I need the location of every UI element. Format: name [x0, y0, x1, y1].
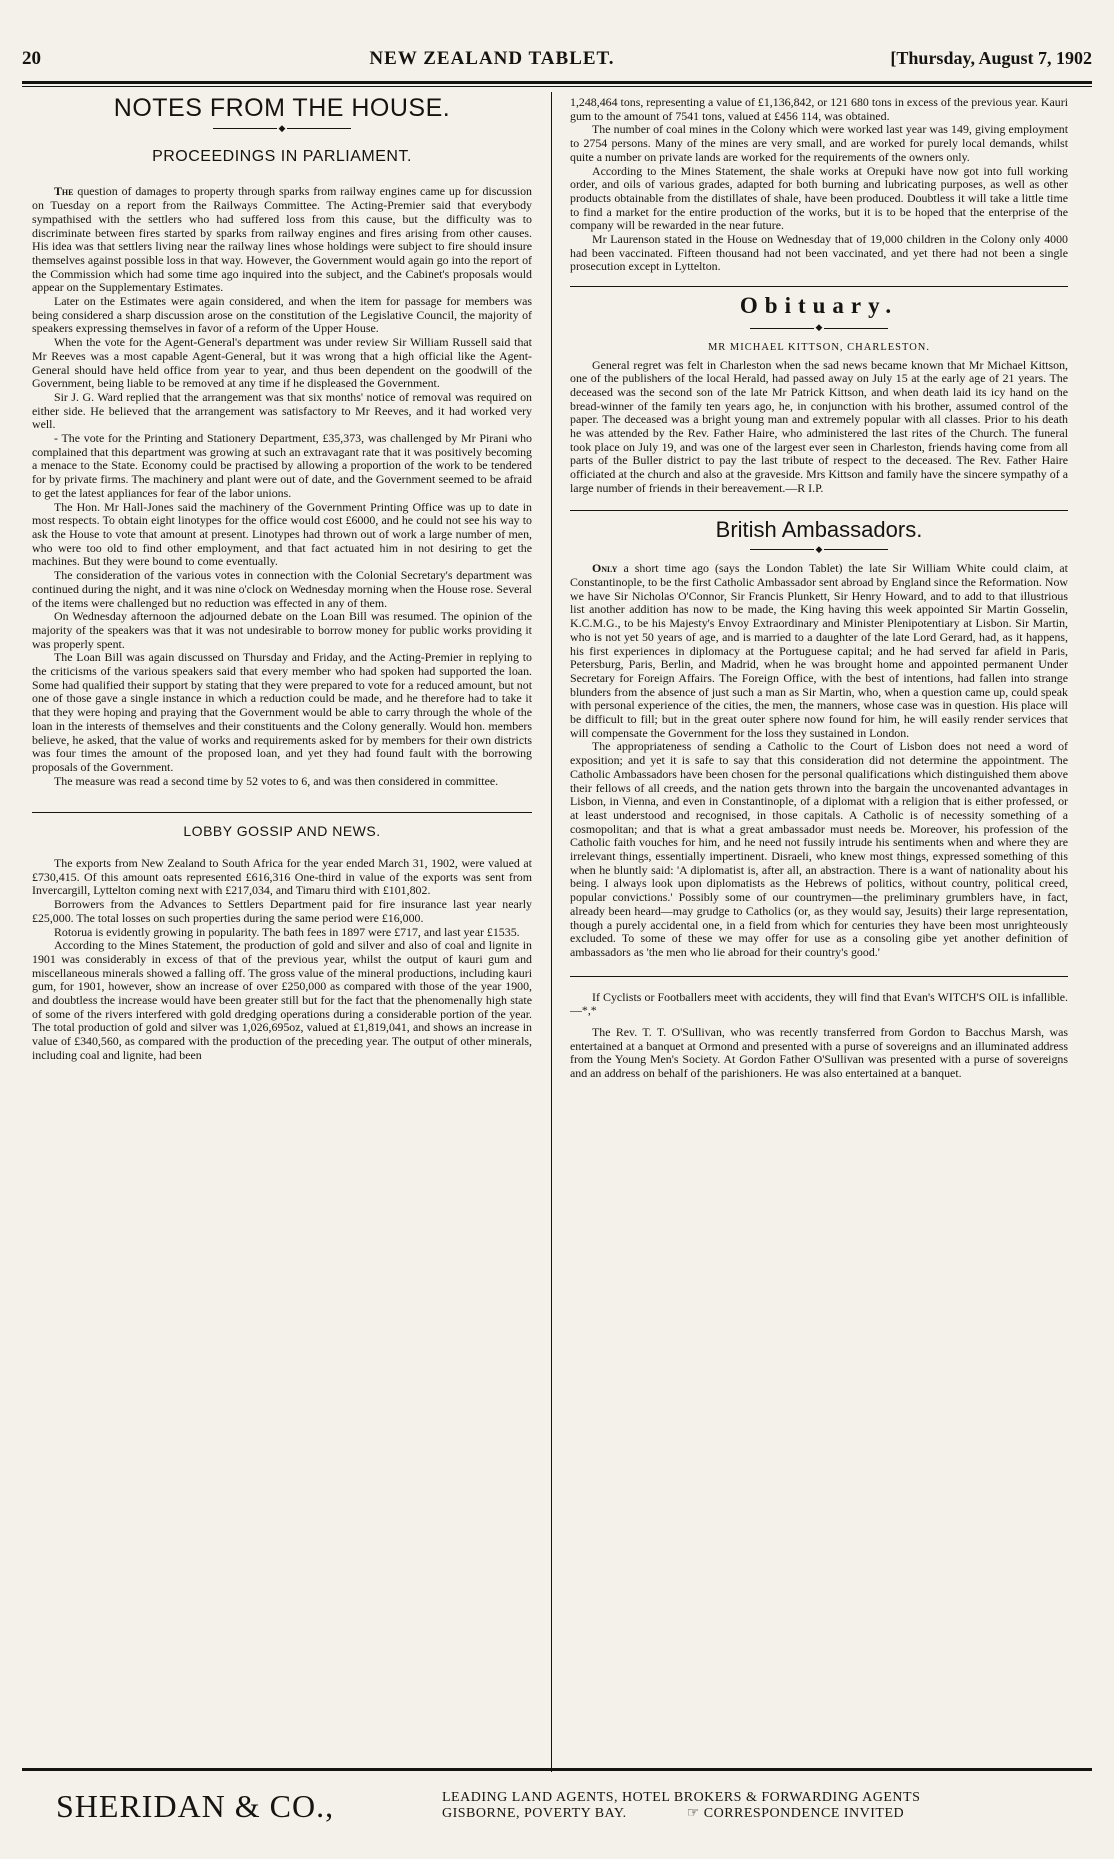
article-paragraph: The number of coal mines in the Colony which were worked last year was 149, giving employment to 2754 persons. Many of the mines are very small, and are worked for purely local demands, whilst quite a number on private lands are worked for the requirements of the owners only.: [570, 122, 1068, 164]
right-column: [570, 96, 1068, 1081]
article-paragraph: The appropriateness of sending a Catholic to the Court of Lisbon does not need a word of exposition; and yet it is safe to say that this consideration did not determine the appointment. The Catholic Ambassadors have been chosen for the personal qualifications which distinguished them above their fellows of all creeds, and the nation gets thrown into the bargain the uncovenanted advantages in Lisbon, in Vienna, and even in Constantinople, of a diplomat with a religion that is either professed, or at least understood and recognised, in those capitals. A Catholic is of necessity something of a cosmopolitan; and that is what a great ambassador must needs be. Moreover, his profession of the Catholic faith vouches for him, and he need not fussily intrude his sentiments when and where they are irrelevant things, essentially impertinent. Disraeli, who knew most things, expressed something of this when he bluntly said: 'A diplomatist is, after all, an abstraction. There is a want of nationality about his being. I always look upon diplomatists as the Hebrews of politics, without country, political creed, popular convictions.' Possibly some of our countrymen—the preliminary grumblers have, in fact, already been heard—may grudge to Catholics (or, as they would say, Jesuits) their large representation, though a purely accidental one, in a field from which for centuries they have been most unrighteously excluded. To some of these we may offer for use as a consoling gibe yet another definition of ambassadors as 'the men who lie abroad for their country's good.': [570, 739, 1068, 959]
article-paragraph: Borrowers from the Advances to Settlers Department paid for fire insurance last year nearly £25,000. The total losses on such properties during the same period were £16,000.: [32, 897, 532, 925]
article-paragraph: The Rev. T. T. O'Sullivan, who was recently transferred from Gordon to Bacchus Marsh, was entertained at a banquet at Ormond and presented with a purse of sovereigns and an illuminated address from the Young Men's Society. At Gordon Father O'Sullivan was presented with a purse of sovereigns and an address on behalf of the parishioners. He was also entertained at a banquet.: [570, 1025, 1068, 1081]
article-paragraph: The Hon. Mr Hall-Jones said the machinery of the Government Printing Office was up to date in most respects. To obtain eight linotypes for the office would cost £6000, and he could not see his way to ask the House to vote that amount at present. Linotypes had thrown out of work a large number of men, who were too old to find other employment, and that fact actuated him in not desiring to get the machines. But they were bound to come eventually.: [32, 499, 532, 569]
footer-rule: [22, 1768, 1092, 1771]
ornament-divider: ◆: [570, 321, 1068, 331]
footer-advertisement: [22, 1778, 1092, 1838]
lead-word: The: [54, 184, 74, 199]
masthead-rule-thin: [22, 86, 1092, 87]
article-paragraph: Rotorua is evidently growing in popularity. The bath fees in 1897 were £717, and last year £1535.: [54, 924, 520, 939]
article-paragraph: The exports from New Zealand to South Africa for the year ended March 31, 1902, were valued at £730,415. Of this amount oats represented £616,316 One-third in value of the exports was sent from Invercargill, Lyttelton coming next with £217,034, and Timaru third with £101,802.: [32, 856, 532, 898]
masthead: [22, 48, 1092, 78]
article-paragraph: General regret was felt in Charleston when the sad news became known that Mr Michael Kittson, one of the publishers of the local Herald, had passed away on July 15 at the early age of 21 years. The deceased was the second son of the late Mr Patrick Kittson, and when death laid its icy hand on the bread-winner of the family ten years ago, he, in conjunction with his brother, assumed control of the paper. The deceased was a bright young man and extremely popular with all classes. Prior to his death he was attended by the Rev. Father Haire, who administered the last rites of the Church. The funeral took place on July 19, and was one of the largest ever seen in Charleston, friends having come from all parts of the Buller district to pay the last tribute of respect to the deceased. The Rev. Father Haire officiated at the church and also at the graveside. Mrs Kittson and family have the sincere sympathy of a large number of friends in their bereavement.—R I.P.: [570, 357, 1068, 495]
section-title-lobby: LOBBY GOSSIP AND NEWS.: [183, 823, 381, 840]
section-rule: [570, 286, 1068, 287]
advertisement-notice: If Cyclists or Footballers meet with accidents, they will find that Evan's WITCH'S OIL is infallible.—*,*: [570, 989, 1068, 1018]
section-subtitle-proceedings: PROCEEDINGS IN PARLIAMENT.: [152, 147, 412, 165]
correspondence-text: CORRESPONDENCE INVITED: [703, 1806, 905, 1821]
article-paragraph: Sir J. G. Ward replied that the arrangement was that six months' notice of removal was required on either side. He believed that the arrangement was satisfactory to Mr Reeves, and it had worked very well.: [32, 389, 532, 432]
article-paragraph: The question of damages to property through sparks from railway engines came up for discussion on Tuesday on a report from the Railways Committee. The Acting-Premier said that everybody sympathised with the settlers who had suffered loss from this cause, but the difficulty was to discriminate between fires started by sparks from railway engines and fires arising from other causes. His idea was that settlers living near the railway lines whose holdings were subject to fire should insure themselves against possible loss in that way. However, the Government would again go into the report of the Commission which had some time ago inquired into the subject, and the Cabinet's proposals would appear on the Supplementary Estimates.: [32, 184, 532, 295]
article-paragraph: The consideration of the various votes in connection with the Colonial Secretary's department was continued during the night, and it was nine o'clock on Wednesday morning when the House rose. Several of the items were challenged but no reduction was effected in any of them.: [32, 568, 532, 610]
section-rule: [570, 976, 1068, 977]
section-title-notes: NOTES FROM THE HOUSE.: [113, 94, 451, 122]
issue-date: [Thursday, August 7, 1902: [890, 48, 1092, 68]
left-column: [32, 96, 532, 1063]
article-paragraph: Later on the Estimates were again considered, and when the item for passage for members was being considered a sharp discussion arose on the constitution of the Legislative Council, the majority of speakers expressing themselves in favor of a reform of the Upper House.: [32, 294, 532, 336]
section-rule: [32, 812, 532, 813]
advertiser-details: [442, 1790, 920, 1822]
advertiser-line-2: [442, 1806, 920, 1822]
article-paragraph: On Wednesday afternoon the adjourned debate on the Loan Bill was resumed. The opinion of the majority of the speakers was that it was not undesirable to borrow money for public works providing it was properly spent.: [32, 609, 532, 651]
section-title-obituary: Obituary.: [739, 293, 899, 319]
advertiser-name: SHERIDAN & CO.,: [56, 1788, 335, 1824]
page-number: 20: [22, 48, 41, 69]
article-paragraph: Mr Laurenson stated in the House on Wednesday that of 19,000 children in the Colony only 4000 had been vaccinated. Fifteen thousand had not been vaccinated, and yet there had not been a single prosecution except in Lyttelton.: [570, 232, 1068, 274]
article-paragraph: The Loan Bill was again discussed on Thursday and Friday, and the Acting-Premier in replying to the criticisms of the various speakers said that every member who had spoken had supported the loan. Some had qualified their support by stating that they were prepared to vote for a reduced amount, but not one of those gave a single instance in which a reduction could be made, and he therefore had to take it that they were hoping and praying that the Government would be able to carry through the whole of the loan in the interests of themselves and their constituents and the Colony generally. Would hon. members believe, he asked, that the value of works and requirements asked for by members for their own districts was four times the amount of the proposed loan, and yet they had found fault with the borrowing proposals of the Government.: [32, 650, 532, 774]
paper-title: NEW ZEALAND TABLET.: [369, 48, 615, 69]
article-paragraph: The measure was read a second time by 52 votes to 6, and was then considered in committee.: [54, 773, 499, 788]
section-title-ambassadors: British Ambassadors.: [715, 516, 923, 542]
article-paragraph: When the vote for the Agent-General's department was under review Sir William Russell said that Mr Reeves was a most capable Agent-General, but it was wrong that a high official like the Agent-General should have held office from year to year, and thus been dependent on the goodwill of the Government, being liable to be removed at any time if he displeased the Government.: [32, 335, 532, 391]
section-rule: [570, 510, 1068, 511]
column-divider: [551, 92, 552, 1772]
article-paragraph: According to the Mines Statement, the shale works at Orepuki have now got into full working order, and oils of various grades, adapted for both burning and lubricating purposes, as well as other products obtainable from the distillates of shale, have been produced. Doubtless it will take a little time to find a market for the entire production of the works, but it is to be hoped that the enterprise of the company will be rewarded in the near future.: [570, 163, 1068, 233]
advertiser-line-1: LEADING LAND AGENTS, HOTEL BROKERS & FORWARDING AGENTS: [442, 1790, 921, 1805]
masthead-rule: [22, 81, 1092, 84]
article-paragraph: Only a short time ago (says the London Tablet) the late Sir William White could claim, at Constantinople, to be the first Catholic Ambassador sent abroad by England since the Reformation. Now we have Sir Nicholas O'Connor, Sir Francis Plunkett, Sir Henry Howard, and to add to that illustrious list another addition has now to be made, the King having this week appointed Sir Martin Gosselin, K.C.M.G., to be his Majesty's Envoy Extraordinary and Minister Plenipotentiary at Lisbon. Sir Martin, who is not yet 50 years of age, and is married to a daughter of the late Lord Gerard, had, as it happens, his first experiences in diplomacy at the Portuguese capital; and he had served far afield in Paris, Petersburg, Paris, Berlin, and Madrid, when he was brought home and appointed permanent Under Secretary for Foreign Affairs. The Foreign Office, with the best of intentions, had fallen into strange blunders from the absence of just such a man as Sir Martin, who, when a question came up, could speak with personal experience of the cities, the men, the manners, whose case was in question. His place will be difficult to fill; but in the great outer sphere now found for him, he will easily render services that will compensate the Government for the loss they sustained in London.: [570, 561, 1068, 740]
advertiser-contact: [687, 1806, 904, 1822]
obituary-subtitle: MR MICHAEL KITTSON, CHARLESTON.: [707, 341, 931, 353]
ornament-divider: ◆: [32, 122, 532, 132]
advertiser-location: GISBORNE, POVERTY BAY.: [442, 1806, 627, 1821]
ornament-divider: ◆: [570, 542, 1068, 552]
article-paragraph: - The vote for the Printing and Stationery Department, £35,373, was challenged by Mr Pirani who complained that this department was growing at such an extravagant rate that it was positively becoming a menace to the State. Economy could be practised by allowing a proportion of the work to be tendered for by private firms. The machinery and plant were out of date, and the Government seemed to be afraid to get the latest appliances for fear of the labor unions.: [32, 431, 532, 500]
pointing-hand-icon: ☞: [686, 1806, 700, 1821]
article-paragraph: 1,248,464 tons, representing a value of £1,136,842, or 121 680 tons in excess of the previous year. Kauri gum to the amount of 7541 tons, valued at £456 114, was obtained.: [570, 95, 1068, 123]
article-paragraph: According to the Mines Statement, the production of gold and silver and also of coal and lignite in 1901 was considerably in excess of that of the previous year, whilst the output of kauri gum and miscellaneous minerals showed a falling off. The gross value of the mineral productions, including kauri gum, for 1901, however, show an increase of over £250,000 as compared with those of the year 1900, and doubtless the increase would have been greater still but for the fact that the phenomenally high state of some of the rivers interfered with gold dredging operations during a considerable portion of the year. The total production of gold and silver was 1,026,695oz, valued at £1,819,041, and shows an increase in value of £340,560, as compared with the production of the preceding year. The output of other minerals, including coal and lignite, had been: [32, 938, 532, 1062]
lead-word: Only: [592, 561, 618, 576]
